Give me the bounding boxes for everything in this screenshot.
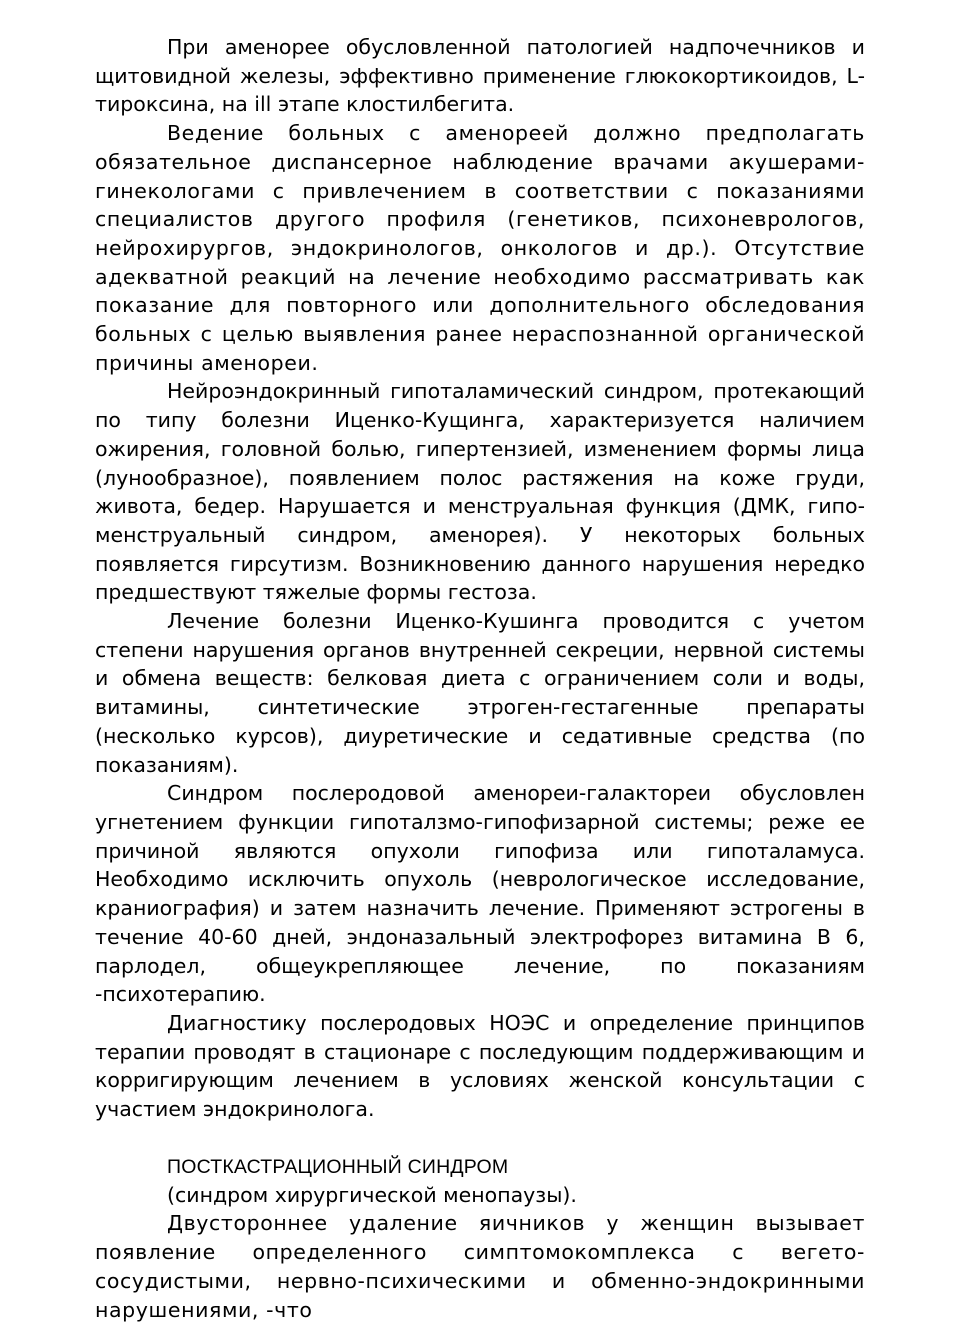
paragraph-cushing-treatment: Лечение болезни Иценко-Кушинга проводится с учетом степени нарушения органов внутренней секреции, нервной системы и обмена веществ: белковая диета с ограничением соли и воды, витамины, синтетические этроген-гестагенные препараты (несколько курсов), диуретические и седативные средства (по показаниям).	[95, 609, 865, 777]
section-heading: ПОСТКАСТРАЦИОННЫЙ СИНДРОМ	[167, 1155, 509, 1178]
document-page	[95, 33, 865, 1324]
paragraph-neuroendocrine-syndrome: Нейроэндокринный гипоталамический синдром, протекающий по типу болезни Иценко-Кущинга, характеризуется наличием ожирения, головной болью, гипертензией, изменением формы лица (лунообразное), появлением полос растяжения на коже груди, живота, бедер. Нарушается и менструальная функция (ДМК, гипо-менструальный синдром, аменорея). У некоторых больных появляется гирсутизм. Возникновению данного нарушения нередко предшествуют тяжелые формы гестоза.	[95, 379, 865, 605]
section-subheading: (синдром хирургической менопаузы).	[167, 1182, 577, 1207]
paragraph-adrenal-thyroid-amenorrhea: При аменорее обусловленной патологией надпочечников и щитовидной железы, эффективно применение глюкокортикоидов, L-тироксина, на ill этапе клостилбегита.	[95, 35, 865, 117]
paragraph-ovariectomy: Двустороннее удаление яичников у женщин вызывает появление определенного симптомокомплекса с вегето-сосудистыми, нервно-психическими и обменно-эндокринными нарушениями, -что	[95, 1211, 865, 1322]
paragraph-patient-management: Ведение больных с аменореей должно предполагать обязательное диспансерное наблюдение врачами акушерами-гинекологами с привлечением в соответствии с показаниями специалистов другого профиля (генетиков, психоневрологов, нейрохирургов, эндокринологов, онкологов и др.). Отсутствие адекватной реакций на лечение необходимо рассматривать как показание для повторного или дополнительного обследования больных с целью выявления ранее нераспознанной органической причины аменореи.	[95, 121, 865, 375]
section-gap	[95, 1124, 865, 1153]
paragraph-postpartum-amenorrhea: Синдром послеродовой аменореи-галактореи обусловлен угнетением функции гипоталзмо-гипофизарной системы; реже ее причиной являются опухоли гипофиза или гипоталамуса. Необходимо исключить опухоль (неврологическое исследование, краниография) и затем назначить лечение. Применяют эстрогены в течение 40-60 дней, эндоназальный электрофорез витамина В 6, парлодел, общеукрепляющее лечение, по показаниям -психотерапию.	[95, 781, 865, 1007]
paragraph-noes-diagnostics: Диагностику послеродовых НОЭС и определение принципов терапии проводят в стационаре с последующим поддерживающим и корригирующим лечением в условиях женской консультации с участием эндокринолога.	[95, 1010, 865, 1122]
